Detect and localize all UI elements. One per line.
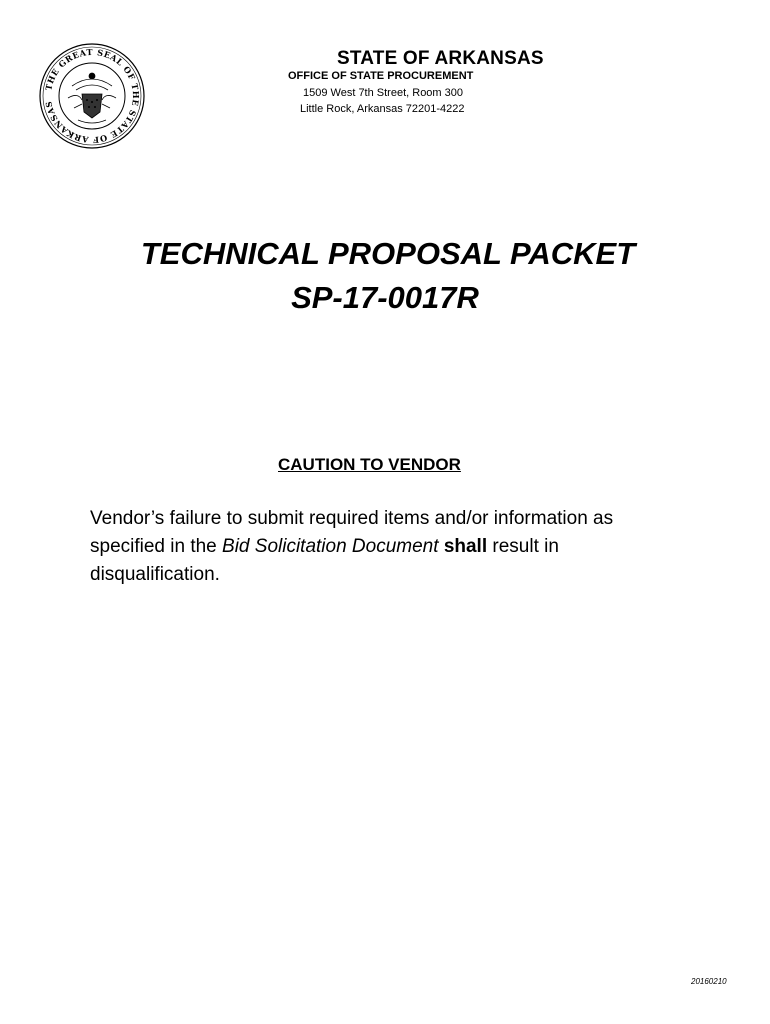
caution-heading: CAUTION TO VENDOR bbox=[278, 455, 461, 474]
shall-emphasis: shall bbox=[443, 536, 488, 557]
caution-text-prefix: specified in the bbox=[90, 536, 223, 557]
caution-line-2 bbox=[90, 533, 710, 561]
caution-text-suffix: result in bbox=[487, 536, 559, 557]
office-name: OFFICE OF STATE PROCUREMENT bbox=[288, 70, 474, 82]
bid-solicitation-document-ref: Bid Solicitation Document bbox=[222, 536, 439, 557]
caution-line-1: Vendor’s failure to submit required items and/or information as bbox=[90, 508, 614, 529]
state-seal-logo bbox=[38, 42, 146, 150]
revision-code: 20160210 bbox=[691, 977, 727, 986]
caution-line-3: disqualification. bbox=[90, 564, 220, 585]
address-line-1: 1509 West 7th Street, Room 300 bbox=[303, 87, 463, 99]
address-line-2: Little Rock, Arkansas 72201-4222 bbox=[300, 103, 465, 115]
caution-paragraph bbox=[90, 505, 710, 589]
svg-text:THE GREAT SEAL OF THE STATE OF: THE GREAT SEAL OF THE STATE OF ARKANSAS bbox=[43, 46, 142, 146]
document-title: TECHNICAL PROPOSAL PACKET bbox=[140, 236, 636, 271]
solicitation-number: SP-17-0017R bbox=[291, 280, 479, 315]
state-name: STATE OF ARKANSAS bbox=[337, 48, 544, 69]
